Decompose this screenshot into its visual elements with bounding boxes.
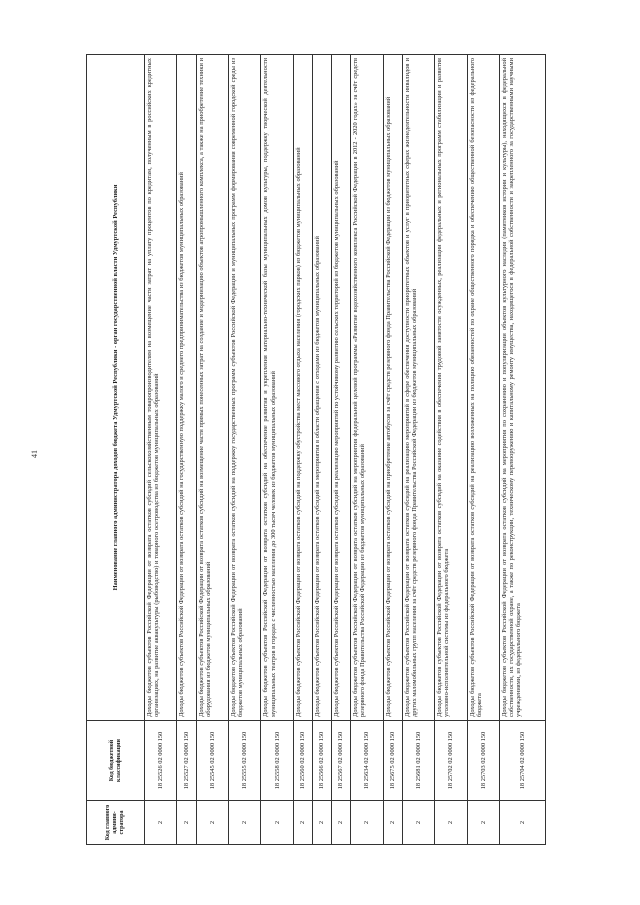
table-row — [312, 55, 331, 845]
budget-code-cell: 18 25526 02 0000 150 — [145, 721, 177, 801]
table-row — [435, 55, 467, 845]
rotated-page-content — [86, 55, 546, 845]
admin-code-cell: 2 — [383, 801, 402, 845]
revenue-name-cell: Доходы бюджетов субъектов Российской Федерации от возврата остатков субсидий на мероприятия по сохранению и популяризации объектов культурного наследия (памятников истории и культуры), находящихся в федеральной собственности, их государственной охране, а также по реконструкции, техническому перевооружению и капитальному ремонту имущества, находящегося в федеральной собственности и закрепленного за государственными научными учреждениями, из федерального бюджета — [499, 55, 545, 721]
revenue-name-cell: Доходы бюджетов субъектов Российской Федерации от возврата остатков субсидий на поддержку государственных программ субъектов Российской Федерации и муниципальных программ формирования современной городской среды из бюджетов муниципальных образований — [228, 55, 260, 721]
page-number: 41 — [30, 450, 39, 458]
budget-code-cell: 18 25703 02 0000 150 — [467, 721, 499, 801]
budget-code-cell: 18 25560 02 0000 150 — [293, 721, 312, 801]
table-row — [402, 55, 434, 845]
admin-code-cell: 2 — [312, 801, 331, 845]
table-body — [145, 55, 546, 845]
budget-code-cell: 18 25675 02 0000 150 — [383, 721, 402, 801]
table-row — [499, 55, 545, 845]
table-row — [145, 55, 177, 845]
admin-code-cell: 2 — [196, 801, 228, 845]
revenue-name-cell: Доходы бюджетов субъектов Российской Федерации от возврата остатков субсидий на реализацию мероприятий в сфере обеспечения доступности приоритетных объектов и услуг в приоритетных сферах жизнедеятельности инвалидов и других маломобильных групп населения за счёт средств резервного фонда Правительства Российской Федерации из бюджетов муниципальных образований — [402, 55, 434, 721]
header-admin-code: Код главного админи-стратора — [87, 801, 145, 845]
revenue-name-cell: Доходы бюджетов субъектов Российской Федерации от возврата остатков субсидий сельскохозяйственным товаропроизводителям на возмещение части затрат на уплату процентов по кредитам, полученным в российских кредитных организациях, на развитие аквакультуры (рыбоводство) и товарного осетроводства из бюджетов муниципальных образований — [145, 55, 177, 721]
admin-code-cell: 2 — [402, 801, 434, 845]
table-row — [228, 55, 260, 845]
budget-code-cell: 18 25558 02 0000 150 — [261, 721, 293, 801]
revenue-name-cell: Доходы бюджетов субъектов Российской Федерации от возврата остатков субсидий на государственную поддержку малого и среднего предпринимательства из бюджетов муниципальных образований — [177, 55, 196, 721]
admin-code-cell: 2 — [351, 801, 383, 845]
table-row — [261, 55, 293, 845]
table-row — [351, 55, 383, 845]
header-administrator-name: Наименование главного администратора доходов бюджета Удмуртской Республики - орган государственной власти Удмуртской Республики — [87, 55, 145, 721]
table-row — [467, 55, 499, 845]
revenue-name-cell: Доходы бюджетов субъектов Российской Федерации от возврата остатков субсидий на обеспечение развития и укрепления материально-технической базы муниципальных домов культуры, поддержку творческой деятельности муниципальных театров в городах с численностью населения до 300 тысяч человек из бюджетов муниципальных образований — [261, 55, 293, 721]
revenue-name-cell: Доходы бюджетов субъектов Российской Федерации от возврата остатков субсидий на реализацию мероприятий по устойчивому развитию сельских территорий из бюджетов муниципальных образований — [332, 55, 351, 721]
budget-code-cell: 18 25704 02 0000 150 — [499, 721, 545, 801]
revenue-name-cell: Доходы бюджетов субъектов Российской Федерации от возврата остатков субсидий на приобретение автобусов за счёт средств резервного фонда Правительства Российской Федерации из бюджетов муниципальных образований — [383, 55, 402, 721]
admin-code-cell: 2 — [293, 801, 312, 845]
budget-code-cell: 18 25567 02 0000 150 — [332, 721, 351, 801]
revenue-name-cell: Доходы бюджетов субъектов Российской Федерации от возврата остатков субсидий на мероприятия в области обращения с отходами из бюджетов муниципальных образований — [312, 55, 331, 721]
table-row — [332, 55, 351, 845]
table-header-row — [87, 55, 145, 845]
table-row — [293, 55, 312, 845]
budget-code-cell: 18 25702 02 0000 150 — [435, 721, 467, 801]
admin-code-cell: 2 — [435, 801, 467, 845]
revenue-name-cell: Доходы бюджетов субъектов Российской Федерации от возврата остатков субсидий на поддержку обустройства мест массового отдыха населения (городских парков) из бюджетов муниципальных образований — [293, 55, 312, 721]
budget-code-cell: 18 25566 02 0000 150 — [312, 721, 331, 801]
admin-code-cell: 2 — [261, 801, 293, 845]
budget-code-cell: 18 25545 02 0000 150 — [196, 721, 228, 801]
budget-code-cell: 18 25555 02 0000 150 — [228, 721, 260, 801]
admin-code-cell: 2 — [228, 801, 260, 845]
admin-code-cell: 2 — [467, 801, 499, 845]
table-row — [383, 55, 402, 845]
admin-code-cell: 2 — [332, 801, 351, 845]
revenue-name-cell: Доходы бюджетов субъектов Российской Федерации от возврата остатков субсидий на мероприятия федеральной целевой программы «Развитие водохозяйственного комплекса Российской Федерации в 2012 - 2020 годах» за счёт средств резервного фонда Правительства Российской Федерации из бюджетов муниципальных образований — [351, 55, 383, 721]
revenue-name-cell: Доходы бюджетов субъектов Российской Федерации от возврата остатков субсидий на реализацию возложенных на полицию обязанностей по охране общественного порядка и обеспечению общественной безопасности из федерального бюджета — [467, 55, 499, 721]
revenue-name-cell: Доходы бюджетов субъектов Российской Федерации от возврата остатков субсидий на оказание содействия в обеспечении трудовой занятости осужденных, реализации федеральных и региональных программ стабилизации и развития уголовно-исполнительной системы из федерального бюджета — [435, 55, 467, 721]
admin-code-cell: 2 — [145, 801, 177, 845]
revenue-name-cell: Доходы бюджетов субъектов Российской Федерации от возврата остатков субсидий на возмещение части прямых понесенных затрат на создание и модернизацию объектов агропромышленного комплекса, а также на приобретение техники и оборудования из бюджетов муниципальных образований — [196, 55, 228, 721]
admin-code-cell: 2 — [177, 801, 196, 845]
budget-code-cell: 18 25527 02 0000 150 — [177, 721, 196, 801]
admin-code-cell: 2 — [499, 801, 545, 845]
budget-code-cell: 18 25681 02 0000 150 — [402, 721, 434, 801]
header-budget-classification-code: Код бюджетной классификации — [87, 721, 145, 801]
budget-code-cell: 18 25634 02 0000 150 — [351, 721, 383, 801]
table-row — [177, 55, 196, 845]
revenue-administrators-table — [86, 54, 546, 845]
table-row — [196, 55, 228, 845]
